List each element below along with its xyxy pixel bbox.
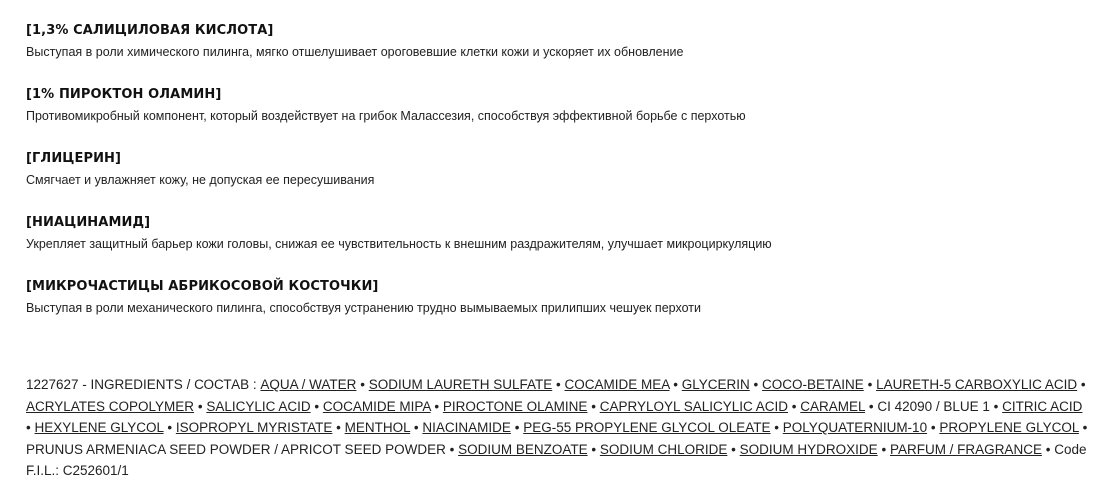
ingredient-link[interactable]: CARAMEL <box>800 398 866 414</box>
key-ingredients-list <box>26 22 1099 317</box>
ingredient-link[interactable]: SODIUM CHLORIDE <box>599 441 728 457</box>
ingredient-link[interactable]: PROPYLENE GLYCOL <box>939 420 1079 435</box>
bullet-separator: • <box>774 420 780 435</box>
ingredient-link[interactable]: HEXYLENE GLYCOL <box>34 420 164 435</box>
bullet-separator: • <box>673 377 678 392</box>
ingredient-link[interactable]: CITRIC ACID <box>1002 398 1083 414</box>
section-title: [НИАЦИНАМИД] <box>26 215 151 230</box>
bullet-separator: • <box>197 398 203 414</box>
ingredient-section <box>26 214 1099 253</box>
bullet-separator: • <box>867 377 873 392</box>
bullet-separator: • <box>1080 377 1086 392</box>
ingredient-link[interactable]: COCO-BETAINE <box>762 377 864 392</box>
bullet-separator: • <box>1045 441 1051 457</box>
ingredients-prefix: 1227627 - INGREDIENTS / СОСТАВ : <box>26 377 257 392</box>
bullet-separator: • <box>514 420 520 435</box>
product-code: Code F.I.L.: C252601/1 <box>26 441 1087 478</box>
ingredient-link[interactable]: NIACINAMIDE <box>422 420 511 435</box>
ingredient-link[interactable]: COCAMIDE MIPA <box>322 398 431 414</box>
bullet-separator: • <box>993 398 999 414</box>
ingredient-link[interactable]: PIROCTONE OLAMINE <box>442 398 588 414</box>
ingredient-link[interactable]: LAURETH-5 CARBOXYLIC ACID <box>876 377 1078 392</box>
ingredient-link[interactable]: MENTHOL <box>344 420 411 435</box>
bullet-separator: • <box>167 420 173 435</box>
ingredient-link[interactable]: GLYCERIN <box>681 377 750 392</box>
ingredient-link[interactable]: AQUA / WATER <box>260 377 357 392</box>
ingredient-link[interactable]: SALICYLIC ACID <box>206 398 311 414</box>
bullet-separator: • <box>1082 420 1088 435</box>
ingredient-link[interactable]: PEG-55 PROPYLENE GLYCOL OLEATE <box>523 420 771 435</box>
bullet-separator: • <box>930 420 936 435</box>
bullet-separator: • <box>591 398 596 414</box>
ingredient-section <box>26 86 1099 125</box>
section-title: [МИКРОЧАСТИЦЫ АБРИКОСОВОЙ КОСТОЧКИ] <box>26 279 379 294</box>
bullet-separator: • <box>555 377 561 392</box>
ingredient-text: PRUNUS ARMENIACA SEED POWDER / APRICOT SEED POWDER <box>26 441 446 457</box>
ingredients-paragraph <box>26 374 1088 482</box>
section-title: [1,3% САЛИЦИЛОВАЯ КИСЛОТА] <box>26 23 274 38</box>
bullet-separator: • <box>731 441 736 457</box>
bullet-separator: • <box>449 441 455 457</box>
bullet-separator: • <box>791 398 797 414</box>
section-title: [1% ПИРОКТОН ОЛАМИН] <box>26 87 222 102</box>
bullet-separator: • <box>881 441 887 457</box>
bullet-separator: • <box>868 398 874 414</box>
bullet-separator: • <box>434 398 440 414</box>
ingredient-section <box>26 150 1099 189</box>
ingredient-section <box>26 278 1099 317</box>
ingredient-link[interactable]: SODIUM HYDROXIDE <box>739 441 878 457</box>
ingredient-link[interactable]: SODIUM LAURETH SULFATE <box>368 377 553 392</box>
bullet-separator: • <box>753 377 759 392</box>
bullet-separator: • <box>360 377 365 392</box>
section-description: Выступая в роли химического пилинга, мягко отшелушивает ороговевшие клетки кожи и ускоряет их обновление <box>26 45 684 59</box>
bullet-separator: • <box>26 420 31 435</box>
ingredient-link[interactable]: POLYQUATERNIUM-10 <box>782 420 928 435</box>
bullet-separator: • <box>336 420 341 435</box>
ingredient-link[interactable]: COCAMIDE MEA <box>564 377 670 392</box>
ingredient-link[interactable]: PARFUM / FRAGRANCE <box>889 441 1042 457</box>
section-description: Противомикробный компонент, который воздействует на грибок Малассезия, способствуя эффективной борьбе с перхотью <box>26 109 746 123</box>
bullet-separator: • <box>591 441 597 457</box>
ingredient-link[interactable]: ISOPROPYL MYRISTATE <box>175 420 333 435</box>
ingredient-text: CI 42090 / BLUE 1 <box>877 398 990 414</box>
bullet-separator: • <box>413 420 419 435</box>
bullet-separator: • <box>314 398 320 414</box>
ingredient-section <box>26 22 1099 61</box>
section-title: [ГЛИЦЕРИН] <box>26 151 122 166</box>
ingredient-link[interactable]: CAPRYLOYL SALICYLIC ACID <box>599 398 789 414</box>
section-description: Укрепляет защитный барьер кожи головы, снижая ее чувствительность к внешним раздражителям, улучшает микроциркуляцию <box>26 237 772 251</box>
ingredient-link[interactable]: SODIUM BENZOATE <box>458 441 588 457</box>
section-description: Выступая в роли механического пилинга, способствуя устранению трудно вымываемых прилипших чешуек перхоти <box>26 301 701 315</box>
section-description: Смягчает и увлажняет кожу, не допуская ее пересушивания <box>26 173 375 187</box>
ingredient-link[interactable]: ACRYLATES COPOLYMER <box>26 398 195 414</box>
